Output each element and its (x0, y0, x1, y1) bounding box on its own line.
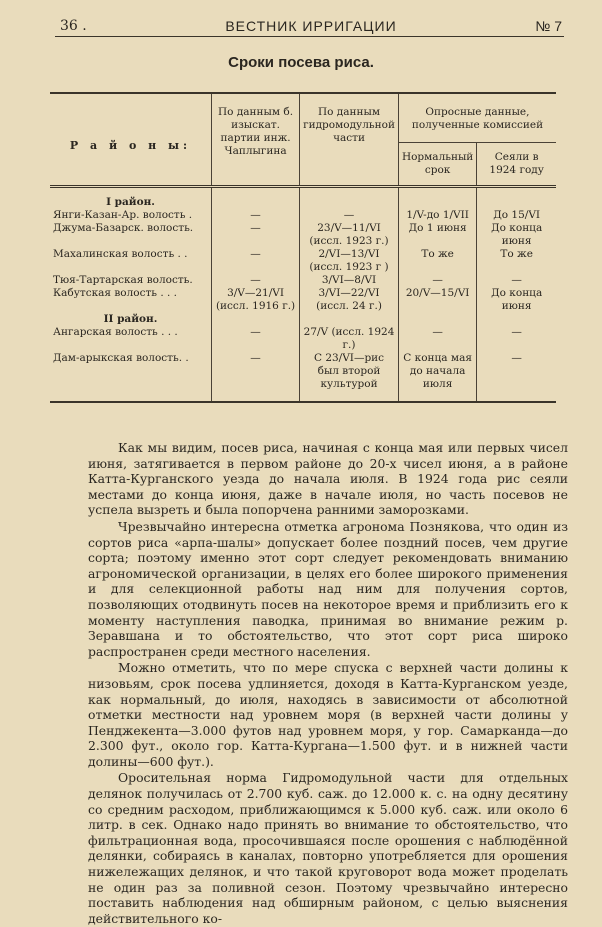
table-row (50, 352, 556, 402)
chaplygin-cell (212, 313, 300, 326)
region-row (50, 313, 556, 326)
hydro-cell: 3/VI—22/VI (иссл. 24 г.) (300, 287, 399, 313)
col-normal-header: Нормальный срок (398, 143, 476, 187)
col-survey-header: Опросные данные, полученные комиссией (398, 93, 556, 143)
sown-cell (477, 187, 556, 210)
district-cell: I район. (106, 196, 155, 208)
paragraph: Можно отметить, что по мере спуска с верхней части долины к низовьям, срок посева удлиняется, доходя в Катта-Курганском уезде, как нормальный, до июля, находясь в зависимости от абсолютной отметки местности над уровнем моря (в верхней части долины у Пенджекента—3.000 футов над уровнем моря, у гор. Самарканда—до 2.300 фут., около гор. Катта-Кургана—1.500 фут. и в нижней части долины—600 фут.). (88, 660, 568, 769)
sown-cell: До конца июня (477, 222, 556, 248)
hydro-cell (300, 313, 399, 326)
body-text (88, 440, 568, 927)
rice-sowing-table (50, 92, 556, 403)
col-hydro-header: По данным гидромодульной части (300, 93, 399, 187)
table-row (50, 222, 556, 248)
sown-cell: До 15/VI (477, 209, 556, 222)
hydro-cell: С 23/VI—рис был второй культурой (300, 352, 399, 402)
sown-cell: До конца июня (477, 287, 556, 313)
district-cell: Джума-Базарск. волость. (53, 222, 194, 234)
col-sown-header: Сеяли в 1924 году (477, 143, 556, 187)
hydro-cell (300, 187, 399, 210)
hydro-cell: 23/V—11/VI (иссл. 1923 г.) (300, 222, 399, 248)
table-row (50, 248, 556, 274)
sown-cell (477, 313, 556, 326)
col-chaplygin-header: По данным б. изыскат. партии инж. Чаплыгина (212, 93, 300, 187)
normal-cell: То же (398, 248, 476, 274)
paragraph: Как мы видим, посев риса, начиная с конца мая или первых чисел июня, затягивается в первом районе до 20-х чисел июня, а в районе Катта-Курганского уезда до начала июля. В 1924 года рис сеяли местами до конца июня, даже в начале июля, но часть посевов не успела вызреть и была попорчена ранними заморозками. (88, 440, 568, 518)
normal-cell: 1/V-до 1/VII (398, 209, 476, 222)
district-cell: Янги-Казан-Ар. волость . (53, 209, 193, 221)
normal-cell: — (398, 326, 476, 352)
district-cell: Кабутская волость . . . (53, 287, 178, 299)
normal-cell (398, 187, 476, 210)
table-row (50, 209, 556, 222)
chaplygin-cell: — (212, 274, 300, 287)
chaplygin-cell: 3/V—21/VI (иссл. 1916 г.) (212, 287, 300, 313)
chaplygin-cell: — (212, 326, 300, 352)
district-cell: II район. (103, 313, 158, 325)
hydro-cell: 27/V (иссл. 1924 г.) (300, 326, 399, 352)
district-cell: Тюя-Тартарская волость. (53, 274, 193, 286)
table-title: Сроки посева риса. (228, 54, 374, 71)
table-row (50, 326, 556, 352)
paragraph: Оросительная норма Гидромодульной части для отдельных делянок получилась от 2.700 куб. саж. до 12.000 к. с. на одну десятину со средним расходом, приближающимся к 5.000 куб. саж. или около 6 литр. в сек. Однако надо принять во внимание то обстоятельство, что фильтрационная вода, просочившаяся после орошения с наблюдённой делянки, собираясь в каналах, повторно употребляется для орошения нижележащих делянок, и что такой круговорот вода может проделать не один раз за поливной сезон. Поэтому чрезвычайно интересно поставить наблюдения над обширным районом, с целью выяснения действительного ко- (88, 770, 568, 926)
chaplygin-cell: — (212, 209, 300, 222)
chaplygin-cell: — (212, 248, 300, 274)
table-row (50, 287, 556, 313)
normal-cell: С конца мая до начала июля (398, 352, 476, 402)
chaplygin-cell (212, 187, 300, 210)
hydro-cell: — (300, 209, 399, 222)
chaplygin-cell: — (212, 222, 300, 248)
running-header (60, 16, 562, 38)
sown-cell: — (477, 326, 556, 352)
hydro-cell: 3/VI—8/VI (300, 274, 399, 287)
district-cell: Ангарская волость . . . (53, 326, 178, 338)
sown-cell: — (477, 352, 556, 402)
normal-cell (398, 313, 476, 326)
issue-number: № 7 (535, 18, 562, 34)
normal-cell: До 1 июня (398, 222, 476, 248)
sown-cell: — (477, 274, 556, 287)
normal-cell: — (398, 274, 476, 287)
paragraph: Чрезвычайно интересна отметка агронома Познякова, что один из сортов риса «арпа-шалы» допускает более поздний посев, чем другие сорта; поэтому именно этот сорт следует рекомендовать вниманию агрономической организации, в целях его более широкого применения и для селекционной работы над ним для получения сортов, позволяющих отодвинуть посев на некоторое время и приблизить его к моменту наступления паводка, принимая во внимание режим р. Зеравшана и то обстоятельство, что этот сорт риса широко распространен среди местного населения. (88, 518, 568, 659)
table-row (50, 274, 556, 287)
chaplygin-cell: — (212, 352, 300, 402)
region-row (50, 187, 556, 210)
hydro-cell: 2/VI—13/VI (иссл. 1923 г ) (300, 248, 399, 274)
col-district-header: Р а й о н ы: (69, 139, 192, 152)
page-number: 36 . (60, 18, 87, 34)
sown-cell: То же (477, 248, 556, 274)
district-cell: Махалинская волость . . (53, 248, 188, 260)
journal-title: ВЕСТНИК ИРРИГАЦИИ (225, 18, 397, 34)
district-cell: Дам-арыкская волость. . (53, 352, 189, 364)
header-rule (55, 36, 564, 37)
normal-cell: 20/V—15/VI (398, 287, 476, 313)
